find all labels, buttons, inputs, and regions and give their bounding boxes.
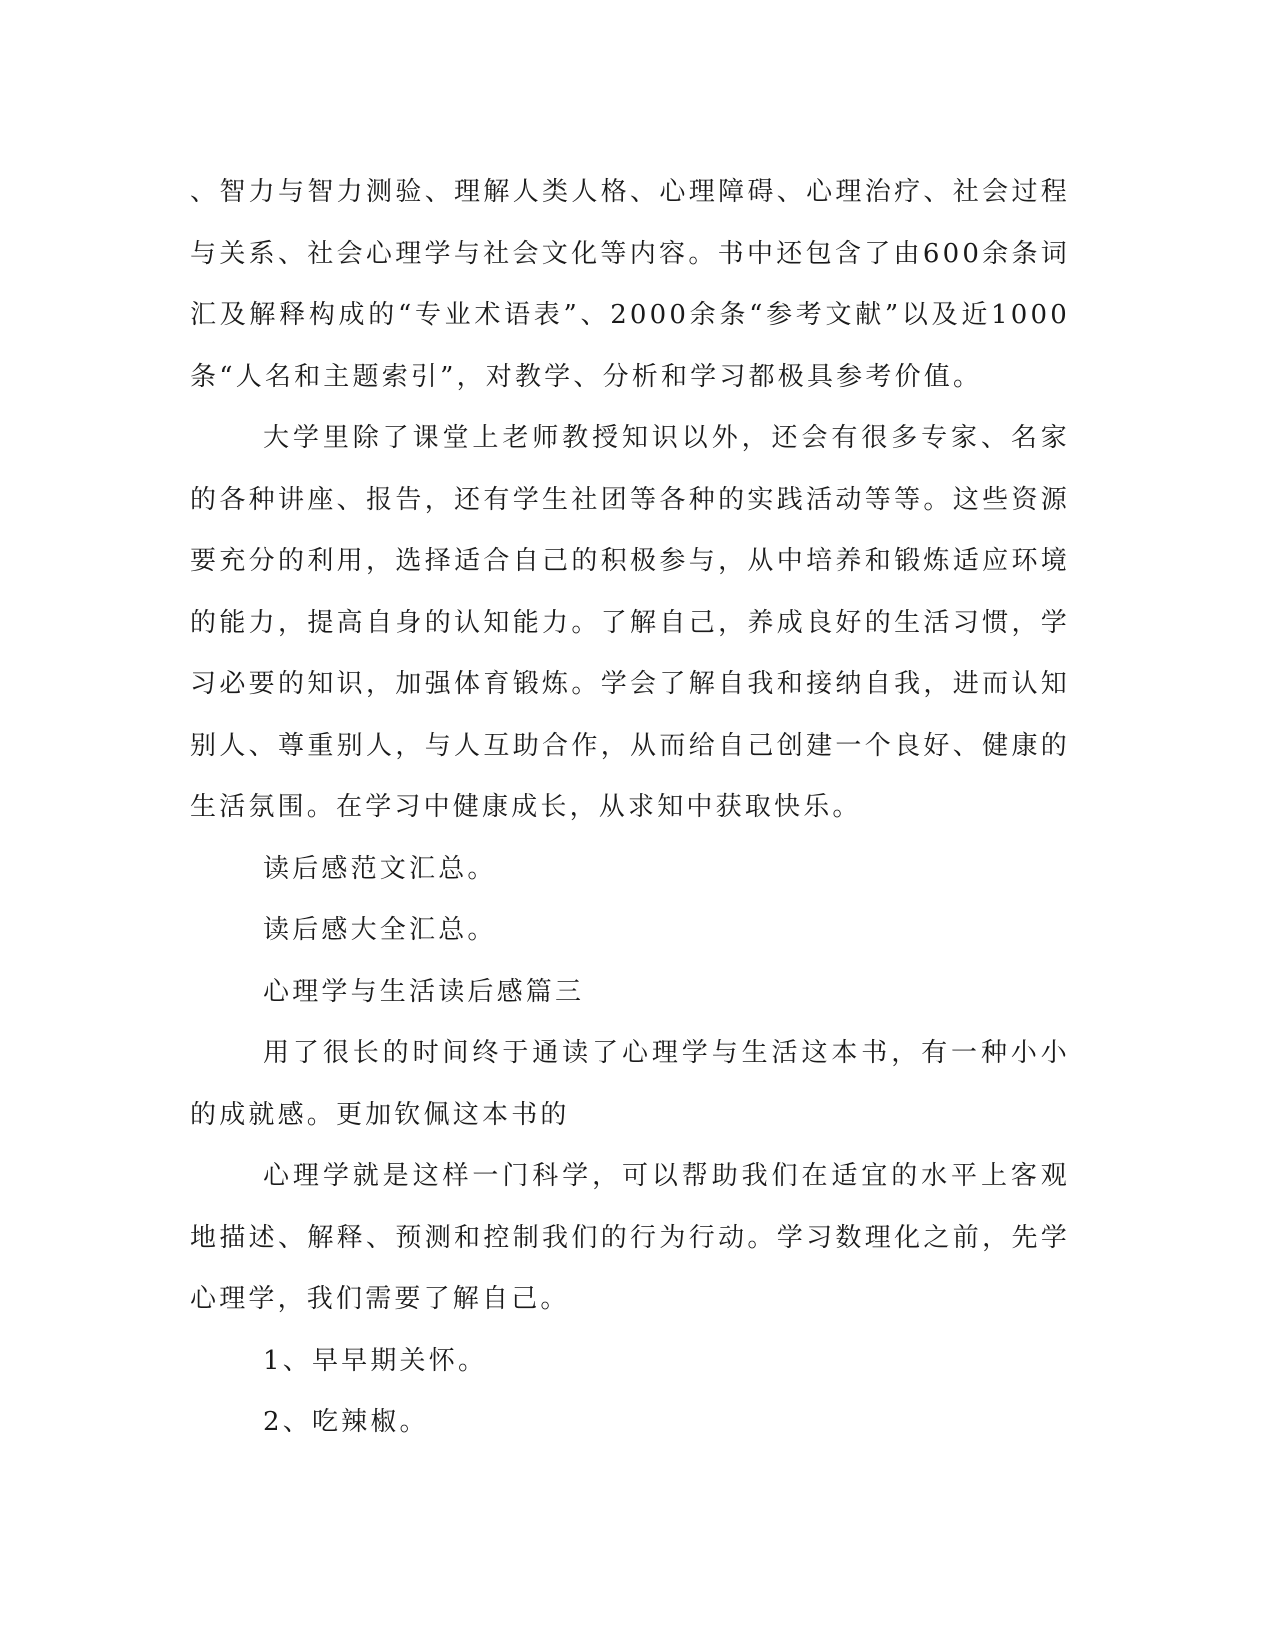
paragraph-4: 读后感大全汇总。: [263, 915, 497, 945]
paragraph-6: 用了很长的时间终于通读了心理学与生活这本书，有一种小小的成就感。更加钦佩这本书的: [190, 1038, 1070, 1130]
document-body: [190, 162, 1070, 1454]
list-item-2: 2、吃辣椒。: [263, 1407, 429, 1437]
list-item-1: 1、早早期关怀。: [263, 1345, 488, 1376]
paragraph-7: 心理学就是这样一门科学，可以帮助我们在适宜的水平上客观地描述、解释、预测和控制我们的行为行动。学习数理化之前，先学心理学，我们需要了解自己。: [190, 1161, 1070, 1314]
paragraph-1: 、智力与智力测验、理解人类人格、心理障碍、心理治疗、社会过程与关系、社会心理学与社会文化等内容。书中还包含了由600余条词汇及解释构成的“专业术语表”、2000余条“参考文献”以及近1000条“人名和主题索引”，对教学、分析和学习都极具参考价值。: [190, 177, 1070, 392]
paragraph-2: 大学里除了课堂上老师教授知识以外，还会有很多专家、名家的各种讲座、报告，还有学生社团等各种的实践活动等等。这些资源要充分的利用，选择适合自己的积极参与，从中培养和锻炼适应环境的能力，提高自身的认知能力。了解自己，养成良好的生活习惯，学习必要的知识，加强体育锻炼。学会了解自我和接纳自我，进而认知别人、尊重别人，与人互助合作，从而给自己创建一个良好、健康的生活氛围。在学习中健康成长，从求知中获取快乐。: [190, 423, 1070, 822]
section-heading: 心理学与生活读后感篇三: [263, 976, 585, 1007]
paragraph-3: 读后感范文汇总。: [263, 853, 497, 884]
